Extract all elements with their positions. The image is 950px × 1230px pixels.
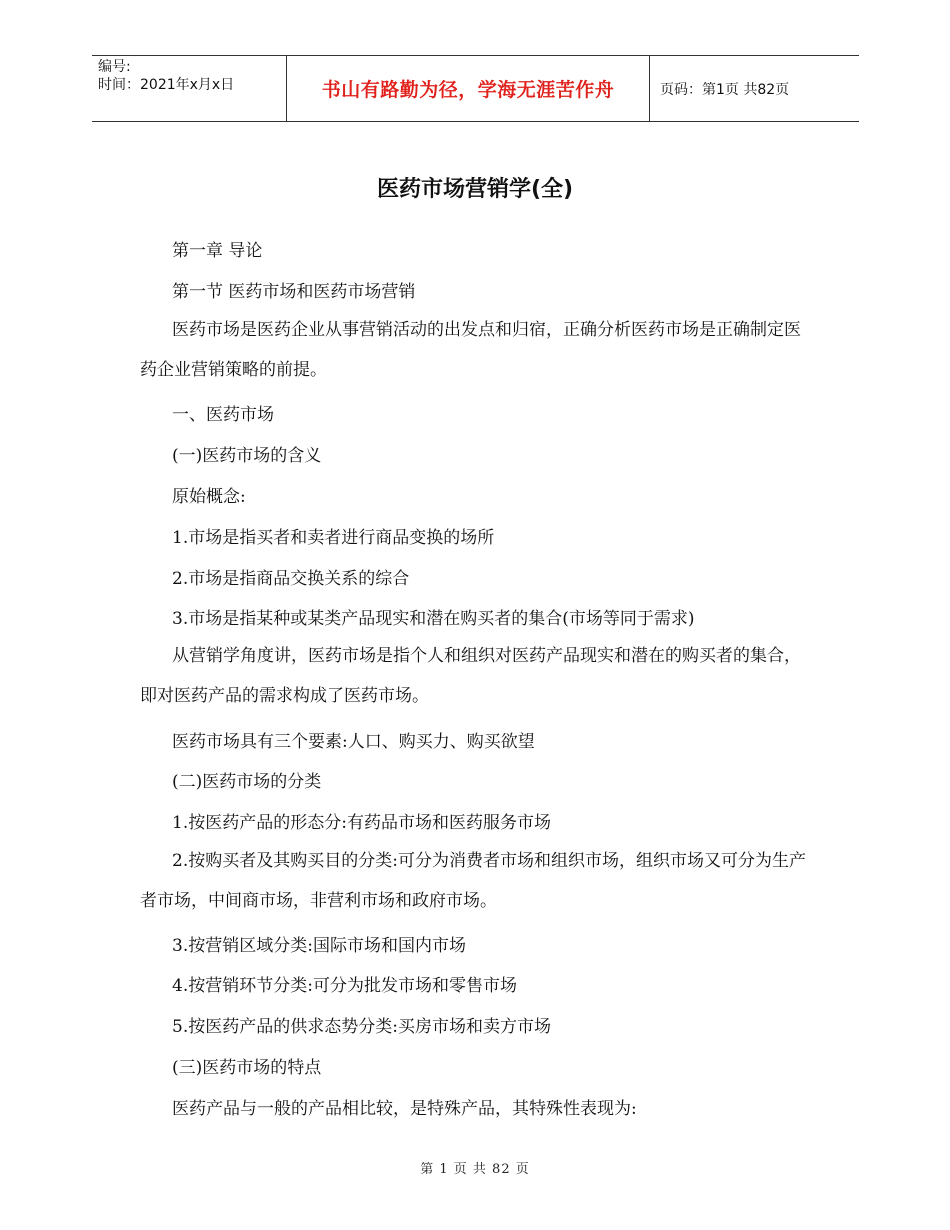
subsection-heading: (一)医药市场的含义 [172, 446, 322, 466]
list-item: 4.按营销环节分类:可分为批发市场和零售市场 [172, 976, 517, 996]
paragraph: 医药市场具有三个要素:人口、购买力、购买欲望 [172, 732, 535, 752]
document-title: 医药市场营销学(全) [376, 177, 574, 202]
subsection-heading: (二)医药市场的分类 [172, 772, 322, 792]
header-number-label: 编号: [98, 59, 131, 75]
header-motto-cell [287, 56, 650, 121]
header-time-label: 时间：2021年x月x日 [98, 77, 235, 93]
section-heading: 第一节 医药市场和医药市场营销 [172, 282, 416, 302]
list-item: 3.按营销区域分类:国际市场和国内市场 [172, 936, 466, 956]
header-page-info: 页码：第1页 共82页 [660, 81, 790, 98]
page-footer: 第 1 页 共 82 页 [420, 1162, 530, 1177]
paragraph: 医药产品与一般的产品相比较，是特殊产品，其特殊性表现为: [172, 1099, 637, 1119]
list-item: 1.市场是指买者和卖者进行商品变换的场所 [172, 528, 495, 548]
list-item: 2.按购买者及其购买目的分类:可分为消费者市场和组织市场，组织市场又可分为生产者市场，中间商市场，非营利市场和政府市场。 [140, 851, 806, 911]
subsection-heading: 一、医药市场 [172, 405, 274, 425]
list-item: 1.按医药产品的形态分:有药品市场和医药服务市场 [172, 813, 551, 833]
list-item: 3.市场是指某种或某类产品现实和潜在购买者的集合(市场等同于需求) [172, 609, 695, 629]
chapter-heading: 第一章 导论 [172, 241, 263, 261]
page-header [92, 55, 859, 122]
list-item: 5.按医药产品的供求态势分类:买房市场和卖方市场 [172, 1017, 551, 1037]
paragraph: 医药市场是医药企业从事营销活动的出发点和归宿，正确分析医药市场是正确制定医药企业营销策略的前提。 [140, 320, 801, 380]
paragraph: 从营销学角度讲，医药市场是指个人和组织对医药产品现实和潜在的购买者的集合，即对医药产品的需求构成了医药市场。 [140, 646, 801, 706]
header-meta [92, 56, 287, 121]
paragraph: 原始概念: [172, 487, 246, 507]
header-motto: 书山有路勤为径，学海无涯苦作舟 [321, 79, 615, 101]
list-item: 2.市场是指商品交换关系的综合 [172, 569, 410, 589]
subsection-heading: (三)医药市场的特点 [172, 1058, 322, 1078]
